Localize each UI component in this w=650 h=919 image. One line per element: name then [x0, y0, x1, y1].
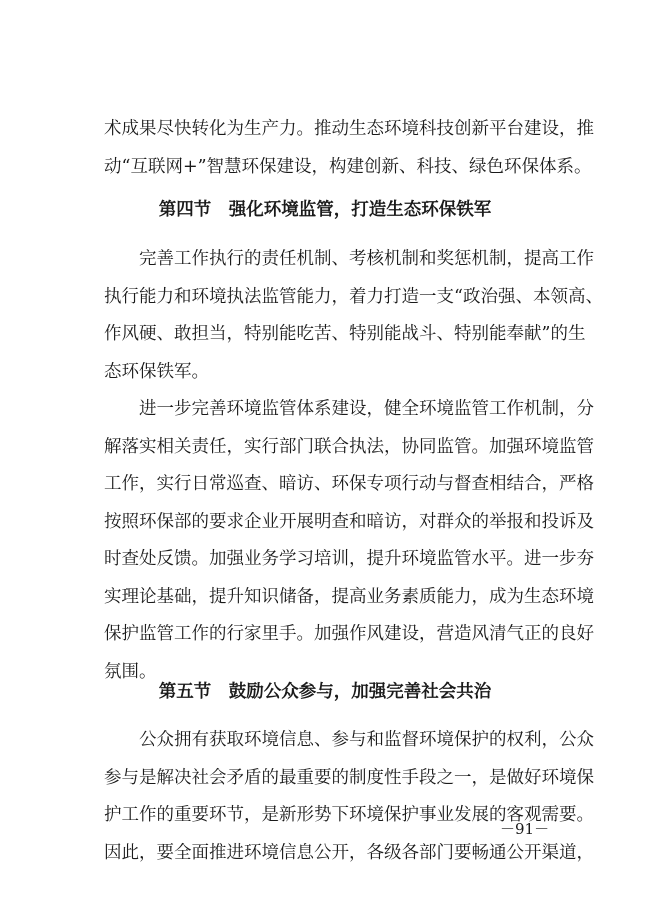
- text-line: 参与是解决社会矛盾的最重要的制度性手段之一，是做好环境保: [104, 767, 594, 788]
- text-line: 态环保铁军。: [104, 361, 209, 382]
- section-4-paragraph-1: [104, 241, 603, 391]
- text-line: 执行能力和环境执法监管能力，着力打造一支“政治强、本领高、: [104, 286, 603, 307]
- text-line: 实理论基础，提升知识储备，提高业务素质能力，成为生态环境: [104, 586, 594, 607]
- section-4-paragraph-2: [104, 391, 594, 691]
- text-line: 进一步完善环境监管体系建设，健全环境监管工作机制，分: [139, 399, 594, 419]
- intro-paragraph: [104, 111, 594, 186]
- section-5-paragraph-1: [104, 722, 594, 872]
- text-line: 按照环保部的要求企业开展明查和暗访，对群众的举报和投诉及: [104, 511, 594, 532]
- text-line: 作风硬、敢担当，特别能吃苦、特别能战斗、特别能奉献”的生: [104, 324, 586, 344]
- text-line: 因此，要全面推进环境信息公开，各级各部门要畅通公开渠道，: [104, 842, 594, 863]
- text-line: 动“互联网+”智慧环保建设，构建创新、科技、绿色环保体系。: [104, 156, 592, 177]
- text-line: 工作，实行日常巡查、暗访、环保专项行动与督查相结合，严格: [104, 474, 594, 494]
- text-line: 公众拥有获取环境信息、参与和监督环境保护的权利，公众: [139, 730, 594, 750]
- text-line: 解落实相关责任，实行部门联合执法，协同监管。加强环境监管: [104, 436, 594, 457]
- section-4-heading: 第四节 强化环境监管，打造生态环保铁军: [158, 200, 492, 220]
- page-number: －91－: [500, 820, 550, 838]
- section-5-heading: 第五节 鼓励公众参与，加强完善社会共治: [158, 682, 492, 702]
- text-line: 保护监管工作的行家里手。加强作风建设，营造风清气正的良好: [104, 624, 594, 644]
- text-line: 氛围。: [104, 661, 157, 682]
- text-line: 术成果尽快转化为生产力。推动生态环境科技创新平台建设，推: [104, 119, 594, 139]
- text-line: 完善工作执行的责任机制、考核机制和奖惩机制，提高工作: [139, 249, 594, 269]
- text-line: 时查处反馈。加强业务学习培训，提升环境监管水平。进一步夯: [104, 549, 594, 569]
- text-line: 护工作的重要环节，是新形势下环境保护事业发展的客观需要。: [104, 805, 594, 825]
